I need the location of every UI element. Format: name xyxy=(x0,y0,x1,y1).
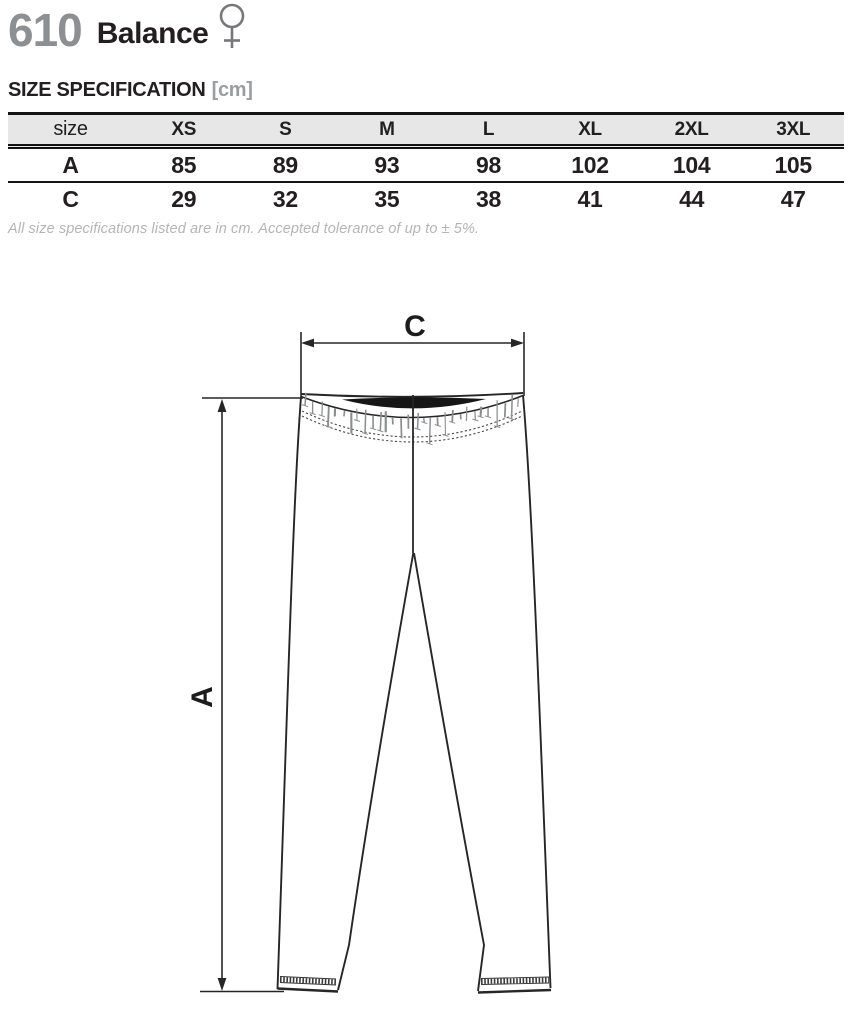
leggings-outline xyxy=(278,393,552,993)
right-inseam xyxy=(414,553,484,991)
female-icon xyxy=(215,2,249,54)
row-label-c: C xyxy=(8,182,133,215)
column-header-xs: XS xyxy=(133,114,235,147)
dimension-label-a: A xyxy=(186,686,219,708)
waistband-opening xyxy=(342,397,486,408)
column-header-size: size xyxy=(8,114,133,147)
product-header xyxy=(0,0,850,56)
value-a-xl: 102 xyxy=(539,147,641,183)
arrowhead-down-icon xyxy=(218,978,227,991)
value-a-3xl: 105 xyxy=(742,147,844,183)
product-code: 610 xyxy=(8,4,82,56)
column-header-xl: XL xyxy=(539,114,641,147)
value-c-l: 38 xyxy=(438,182,540,215)
left-outer-seam xyxy=(278,397,302,989)
value-a-xs: 85 xyxy=(133,147,235,183)
value-a-m: 93 xyxy=(336,147,438,183)
row-label-a: A xyxy=(8,147,133,183)
value-c-m: 35 xyxy=(336,182,438,215)
arrowhead-up-icon xyxy=(218,399,227,412)
size-spec-section xyxy=(8,80,844,237)
column-header-3xl: 3XL xyxy=(742,114,844,147)
column-header-2xl: 2XL xyxy=(641,114,743,147)
value-a-l: 98 xyxy=(438,147,540,183)
column-header-l: L xyxy=(438,114,540,147)
tolerance-note: All size specifications listed are in cm. Accepted tolerance of up to ± 5%. xyxy=(8,221,480,237)
size-table xyxy=(8,112,844,215)
value-c-xs: 29 xyxy=(133,182,235,215)
size-table-header-row xyxy=(8,114,844,147)
arrowhead-right-icon xyxy=(511,339,524,348)
value-a-2xl: 104 xyxy=(641,147,743,183)
value-c-xl: 41 xyxy=(539,182,641,215)
left-hem xyxy=(278,977,339,992)
sheet-content xyxy=(0,0,850,237)
measurement-row-c xyxy=(8,182,844,215)
arrowhead-left-icon xyxy=(301,339,314,348)
product-name: Balance xyxy=(96,17,209,50)
right-hem xyxy=(478,977,551,993)
value-c-2xl: 44 xyxy=(641,182,743,215)
column-header-s: S xyxy=(235,114,337,147)
left-inseam xyxy=(338,553,413,990)
spec-title: SIZE SPECIFICATION xyxy=(8,79,206,101)
measurement-row-a xyxy=(8,147,844,183)
size-table-body xyxy=(8,147,844,216)
dimension-label-c: C xyxy=(404,310,426,343)
right-outer-seam xyxy=(523,395,551,988)
value-c-3xl: 47 xyxy=(742,182,844,215)
spec-title-row xyxy=(8,80,844,102)
spec-unit-label: [cm] xyxy=(211,79,253,101)
column-header-m: M xyxy=(336,114,438,147)
value-c-s: 32 xyxy=(235,182,337,215)
size-table-head xyxy=(8,114,844,147)
value-a-s: 89 xyxy=(235,147,337,183)
